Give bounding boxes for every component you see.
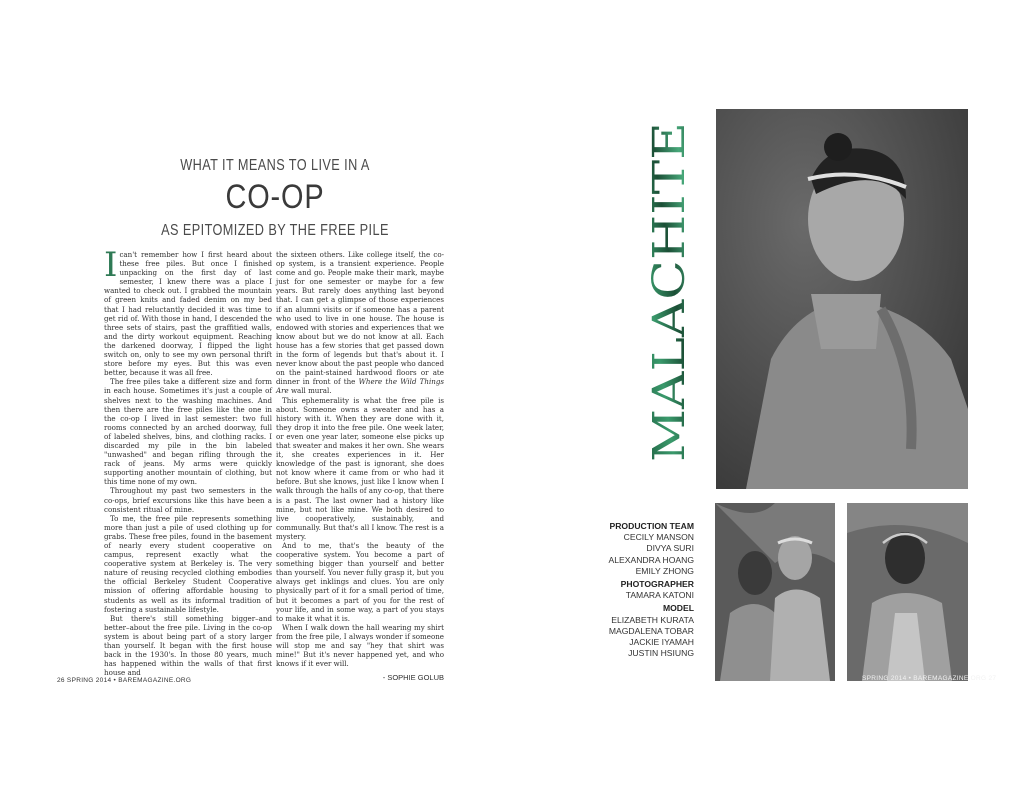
credit-name: JUSTIN HSIUNG [628, 648, 694, 659]
paragraph: But there's still something bigger–and better–about the free pile. Living in the co-op system is about being part of a story larger than yourself. It began with the first house back in the 1930's. In those 80 years, much has happened within the walls of that first house and [104, 613, 272, 678]
paragraph: Ican't remember how I first heard about these free piles. But once I finished unpacking on the first day of last semester, I knew there was a place I wanted to check out. I grabbed the mountain of green knits and faded denim on my bed that I had reluctantly decided it was time to get rid of. With those in hand, I descended the three sets of stairs, past the graffitied walls, and the dirty workout equipment. Reaching the darkened doorway, I flipped the light switch on, only to see my own personal thrift store before my eyes. But this was even better, because it was all free. [104, 245, 272, 378]
folio-left: 26 SPRING 2014 • BAREMAGAZINE.ORG [57, 677, 192, 684]
photographer-heading: PHOTOGRAPHER [620, 579, 694, 590]
credit-name: ELIZABETH KURATA [611, 614, 694, 625]
credit-name: TAMARA KATONI [625, 590, 694, 601]
production-team-heading: PRODUCTION TEAM [609, 521, 694, 531]
article-column-2 [276, 250, 444, 682]
folio-right: SPRING 2014 • BAREMAGAZINE.ORG 27 [862, 675, 997, 682]
article-column-1 [104, 245, 272, 678]
paragraph: When I walk down the hall wearing my shirt from the free pile, I always wonder if someone will stop me and say "hey that shirt was mine!" But it's never happened yet, and who knows if it ever will. [276, 622, 444, 669]
duo-models-photo [715, 503, 835, 681]
credits-block [600, 521, 694, 659]
single-model-photo [847, 503, 968, 681]
paragraph: the sixteen others. Like college itself, the co-op system, is a transient experience. People come and go. People make their mark, maybe just for one semester or maybe for a few years. But rarely does anything last beyond that. I can get a glimpse of those experiences if an alumni visits or if someone has a parent who used to live in one house. The house is endowed with stories and experiences that we know about but we do not know at all. Each house has a few stories that get passed down in the form of legends but that's about it. I never know about the past people who danced on the paint-stained hardwood floors or ate dinner in front of the Where the Wild Things Are wall mural. [276, 250, 444, 396]
paragraph: This ephemerality is what the free pile is about. Someone owns a sweater and has a history with it. When they are done with it, they drop it into the free pile. One week later, or even one year later, someone else picks up that sweater and makes it her own. She wears it, she creates experiences in it. Her knowledge of the past is ignorant, she does not know where it came from or who had it before. But she knows, just like I know when I walk through the halls of any co-op, that there is a past. The last owner had a history like mine, but not like mine. We both desired to live cooperatively, sustainably, and communally. But that's all I know. The rest is a mystery. [276, 395, 444, 541]
headline-title: CO-OP [225, 178, 325, 216]
mural-title: Where the Wild Things Are [276, 377, 444, 396]
credit-name: JACKIE IYAMAH [629, 637, 694, 648]
drop-cap: I [104, 245, 118, 285]
portrait-photo [716, 109, 968, 489]
author-signature: - SOPHIE GOLUB [382, 673, 444, 683]
paragraph: And to me, that's the beauty of the cooperative system. You become a part of something bigger than yourself and better than yourself. You never fully grasp it, but you always get inklings and clues. You are only physically part of it for a small period of time, but it becomes a part of you for the rest of your life, and in some way, a part of you stays to make it what it is. [276, 541, 444, 623]
paragraph: The free piles take a different size and form in each house. Sometimes it's just a couple of shelves next to the washing machines. And then there are the free piles like the one in the co-op I lived in last semester: two full rooms connected by an arched doorway, full of labeled shelves, bins, and clothing racks. I discarded my pile in the bin labeled "unwashed" and began rifling through the rack of jeans. My arms were quickly supporting another mountain of clothing, but this time none of my own. [104, 377, 272, 487]
credit-name: DIVYA SURI [646, 543, 694, 554]
headline-kicker-bottom: AS EPITOMIZED BY THE FREE PILE [161, 222, 389, 239]
credit-name: MAGDALENA TOBAR [608, 625, 694, 636]
headline-kicker-top: WHAT IT MEANS TO LIVE IN A [180, 157, 370, 174]
malachite-vertical-title [644, 120, 695, 465]
paragraph: Throughout my past two semesters in the co-ops, brief excursions like this have been a consistent ritual of mine. [104, 486, 272, 514]
credit-name: ALEXANDRA HOANG [608, 554, 694, 565]
credit-name: EMILY ZHONG [635, 565, 694, 576]
credit-name: CECILY MANSON [623, 532, 694, 543]
paragraph: To me, the free pile represents something more than just a pile of used clothing up for grabs. These free piles, found in the basement of nearly every student cooperative on campus, represent exactly what the cooperative system at Berkeley is. The very nature of reusing recycled clothing embodies the official Berkeley Student Cooperative mission of offering affordable housing to students as well as its informal tradition of fostering a sustainable lifestyle. [104, 513, 272, 614]
malachite-title-text: MALACHITE [644, 173, 695, 462]
model-heading: MODEL [662, 603, 694, 614]
